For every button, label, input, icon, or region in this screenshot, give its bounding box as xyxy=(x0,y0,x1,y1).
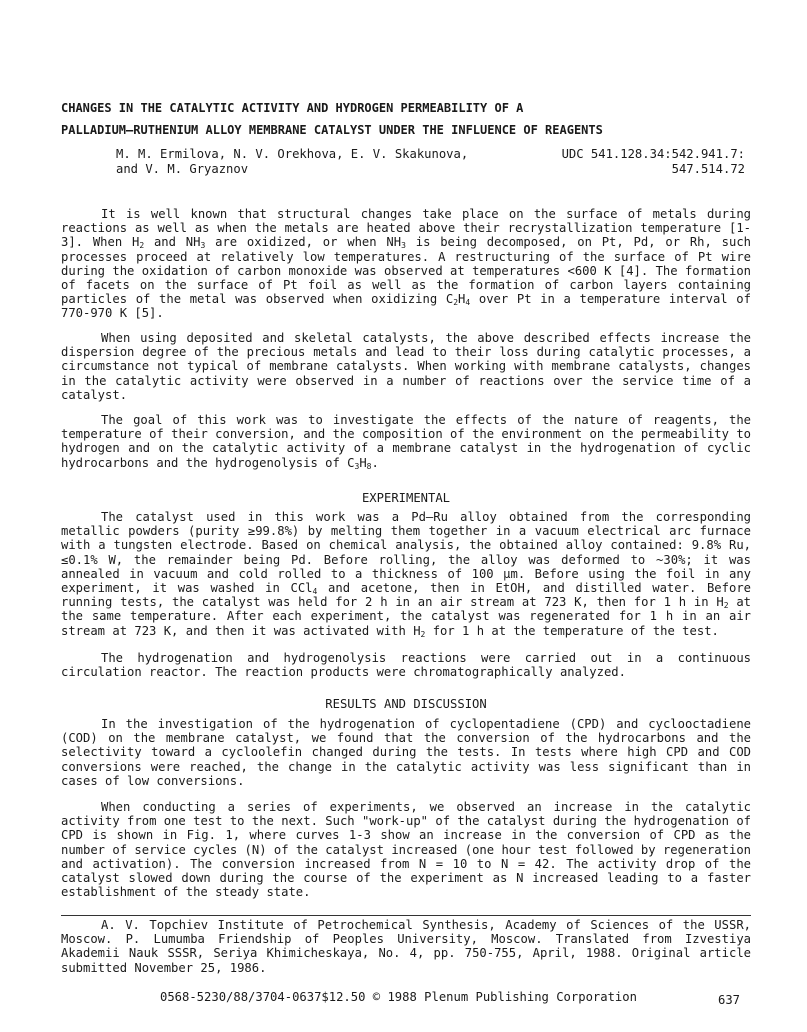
experimental-paragraph-1: The catalyst used in this work was a Pd–Ru alloy obtained from the corresponding metallic powders (purity ≥99.8%) by melting them together in a vacuum electrical arc furnace with a tungsten electrode. Based on chemical analysis, the obtained alloy contained: 9.8% Ru, ≤0.1% W, the remainder being Pd. Before rolling, the alloy was deformed to ~30%; it was annealed in vacuum and cold rolled to a thickness of 100 μm. Before using the foil in any experiment, it was washed in CCl$_4$ and acetone, then in EtOH, and distilled water. Before running tests, the catalyst was held for 2 h in an air stream at 723 K, then for 1 h in $H_2$ at the same temperature. After each experiment, the catalyst was regenerated for 1 h in an air stream at 723 K, and then it was activated with $H_2$ for 1 h at the temperature of the test. xyxy=(61,510,751,639)
author-list xyxy=(116,147,468,177)
title-line-2: PALLADIUM–RUTHENIUM ALLOY MEMBRANE CATALYST UNDER THE INFLUENCE OF REAGENTS xyxy=(61,123,603,137)
article-title xyxy=(61,97,761,141)
title-line-1: CHANGES IN THE CATALYTIC ACTIVITY AND HYDROGEN PERMEABILITY OF A xyxy=(61,101,524,115)
results-paragraph-2: When conducting a series of experiments, we observed an increase in the catalytic activity from one test to the next. Such "work-up" of the catalyst during the hydrogenation of CPD is shown in Fig. 1, where curves 1-3 show an increase in the conversion of CPD as the number of service cycles (N) of the catalyst increased (one hour test followed by regeneration and activation). The conversion increased from N = 10 to N = 42. The activity drop of the catalyst slowed down during the course of the experiment as N increased leading to a faster establishment of the steady state. xyxy=(61,800,751,900)
udc-line-1: UDC 541.128.34:542.941.7: xyxy=(561,147,745,161)
authors-line-2: and V. M. Gryaznov xyxy=(116,162,249,176)
section-heading-results: RESULTS AND DISCUSSION xyxy=(325,697,487,711)
publication-line: 0568-5230/88/3704-0637$12.50 © 1988 Plenum Publishing Corporation xyxy=(160,990,637,1004)
authors-line-1: M. M. Ermilova, N. V. Orekhova, E. V. Skakunova, xyxy=(116,147,469,161)
footnote-divider xyxy=(61,915,751,916)
results-paragraph-1: In the investigation of the hydrogenation of cyclopentadiene (CPD) and cyclooctadiene (COD) on the membrane catalyst, we found that the conversion of the hydrocarbons and the selectivity toward a cycloolefin changed during the tests. In tests where high CPD and COD conversions were reached, the change in the catalytic activity was less significant than in cases of low conversions. xyxy=(61,717,751,788)
udc-line-2: 547.514.72 xyxy=(671,162,745,176)
intro-paragraph-3: The goal of this work was to investigate the effects of the nature of reagents, the temperature of their conversion, and the composition of the environment on the permeability to hydrogen and on the catalytic activity of a membrane catalyst in the hydrogenation of cyclic hydrocarbons and the hydrogenolysis of $C_3H_8$. xyxy=(61,413,751,471)
affiliation-footnote: A. V. Topchiev Institute of Petrochemical Synthesis, Academy of Sciences of the USSR, Moscow. P. Lumumba Friendship of Peoples University, Moscow. Translated from Izvestiya Akademii Nauk SSSR, Seriya Khimicheskaya, No. 4, pp. 750-755, April, 1988. Original article submitted November 25, 1986. xyxy=(61,918,751,975)
intro-paragraph-1: It is well known that structural changes take place on the surface of metals during reactions as well as when the metals are heated above their recrystallization temperature [1-3]. When $H_2$ and $NH_3$ are oxidized, or when $NH_3$ is being decomposed, on Pt, Pd, or Rh, such processes proceed at relatively low temperatures. A restructuring of the surface of Pt wire during the oxidation of carbon monoxide was observed at temperatures <600 K [4]. The formation of facets on the surface of Pt foil as well as the formation of carbon layers containing particles of the metal was observed when oxidizing $C_2H_4$ over Pt in a temperature interval of 770-970 K [5]. xyxy=(61,207,752,321)
section-heading-experimental: EXPERIMENTAL xyxy=(361,491,451,505)
udc-code xyxy=(562,147,745,177)
intro-paragraph-2: When using deposited and skeletal catalysts, the above described effects increase the dispersion degree of the precious metals and lead to their loss during catalytic processes, a circumstance not typical of membrane catalysts. When working with membrane catalysts, changes in the catalytic activity were observed in a number of reactions over the service time of a catalyst. xyxy=(61,331,751,402)
page-number: 637 xyxy=(718,993,741,1007)
experimental-paragraph-2: The hydrogenation and hydrogenolysis reactions were carried out in a continuous circulation reactor. The reaction products were chromatographically analyzed. xyxy=(61,651,751,680)
